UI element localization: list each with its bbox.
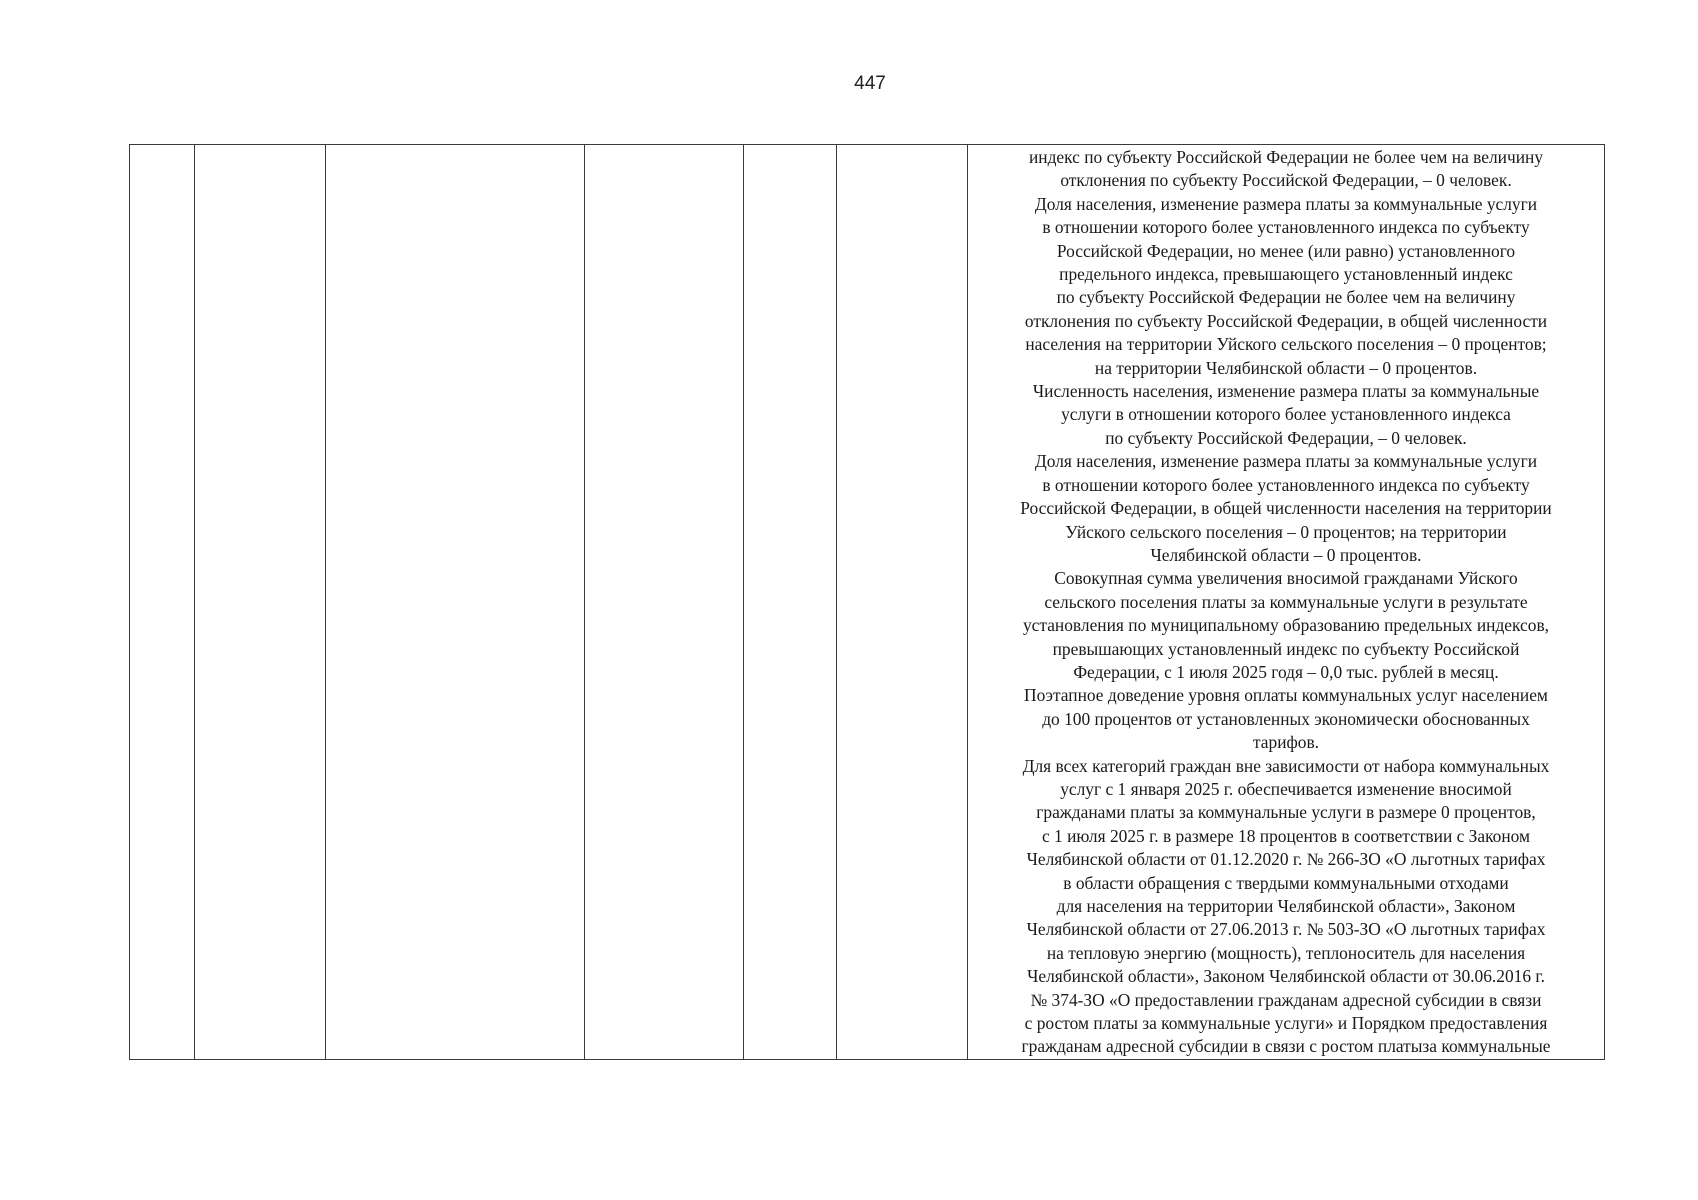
text-line: для населения на территории Челябинской области», Законом xyxy=(1056,896,1516,916)
text-line: сельского поселения платы за коммунальные услуги в результате xyxy=(1044,591,1528,612)
text-line: тарифов. xyxy=(1252,732,1320,753)
text-line: превышающих установленный индекс по субъекту Российской xyxy=(1052,638,1520,659)
empty-cell-col6 xyxy=(837,145,968,1060)
text-line: гражданами платы за коммунальные услуги в размере 0 процентов, xyxy=(1036,802,1536,823)
text-line: индекс по субъекту Российской Федерации не более чем на величину xyxy=(1028,147,1544,167)
text-line: с 1 июля 2025 г. в размере 18 процентов в соответствии с Законом xyxy=(1041,825,1531,846)
text-line: отклонения по субъекту Российской Федерации, – 0 человек. xyxy=(1060,170,1512,191)
text-line: предельного индекса, превышающего установленный индекс xyxy=(1059,264,1513,285)
text-line: установления по муниципальному образованию предельных индексов, xyxy=(1022,615,1549,636)
text-line: Совокупная сумма увеличения вносимой гражданами Уйского xyxy=(1054,568,1518,589)
text-line: Для всех категорий граждан вне зависимости от набора коммунальных xyxy=(1022,755,1550,776)
text-line: услуги в отношении которого более установленного индекса xyxy=(1061,404,1511,425)
text-line: на территории Челябинской области – 0 процентов. xyxy=(1094,357,1478,378)
text-line: в отношении которого более установленного индекса по субъекту xyxy=(1042,474,1530,495)
empty-cell-col5 xyxy=(744,145,837,1060)
text-line: по субъекту Российской Федерации не более чем на величину xyxy=(1056,287,1516,308)
page-number: 447 xyxy=(854,73,886,94)
text-line: Челябинской области от 01.12.2020 г. № 266-ЗО «О льготных тарифах xyxy=(1026,849,1546,870)
empty-cell-col4 xyxy=(585,145,744,1060)
text-line: до 100 процентов от установленных экономически обоснованных xyxy=(1042,708,1530,729)
text-line: Доля населения, изменение размера платы за коммунальные услуги xyxy=(1034,451,1538,472)
text-line: на тепловую энергию (мощность), теплоноситель для населения xyxy=(1046,942,1526,963)
text-line: Челябинской области от 27.06.2013 г. № 503-ЗО «О льготных тарифах xyxy=(1026,919,1546,940)
results-description-cell xyxy=(968,145,1605,1060)
empty-cell-col1 xyxy=(130,145,195,1060)
text-line: Российской Федерации, в общей численности населения на территории xyxy=(1020,498,1552,519)
text-line: Челябинской области», Законом Челябинской области от 30.06.2016 г. xyxy=(1027,966,1545,987)
table-row xyxy=(130,145,1605,1060)
text-line: в области обращения с твердыми коммунальными отходами xyxy=(1063,872,1509,893)
text-line: Численность населения, изменение размера платы за коммунальные xyxy=(1032,381,1540,402)
text-line: Уйского сельского поселения – 0 процентов; на территории xyxy=(1065,521,1507,542)
text-line: Российской Федерации, но менее (или равно) установленного xyxy=(1056,240,1516,261)
text-line: гражданам адресной субсидии в связи с ростом платыза коммунальные xyxy=(1021,1036,1551,1057)
text-line: Челябинской области – 0 процентов. xyxy=(1150,544,1422,565)
text-line: услуг с 1 января 2025 г. обеспечивается изменение вносимой xyxy=(1060,778,1512,799)
text-line: населения на территории Уйского сельского поселения – 0 процентов; xyxy=(1025,334,1547,355)
text-line: с ростом платы за коммунальные услуги» и Порядком предоставления xyxy=(1024,1013,1548,1034)
results-description-text xyxy=(968,145,1604,1059)
document-table xyxy=(129,144,1605,1060)
text-line: по субъекту Российской Федерации, – 0 человек. xyxy=(1105,427,1467,448)
empty-cell-col2 xyxy=(195,145,326,1060)
text-line: в отношении которого более установленного индекса по субъекту xyxy=(1042,217,1530,238)
text-line: Поэтапное доведение уровня оплаты коммунальных услуг населением xyxy=(1024,685,1548,706)
text-line: Доля населения, изменение размера платы за коммунальные услуги xyxy=(1034,193,1538,214)
text-line: отклонения по субъекту Российской Федерации, в общей численности xyxy=(1024,310,1548,331)
text-line: Федерации, с 1 июля 2025 годя – 0,0 тыс. рублей в месяц. xyxy=(1073,661,1499,682)
empty-cell-col3 xyxy=(326,145,585,1060)
text-line: № 374-ЗО «О предоставлении гражданам адресной субсидии в связи xyxy=(1030,989,1542,1010)
